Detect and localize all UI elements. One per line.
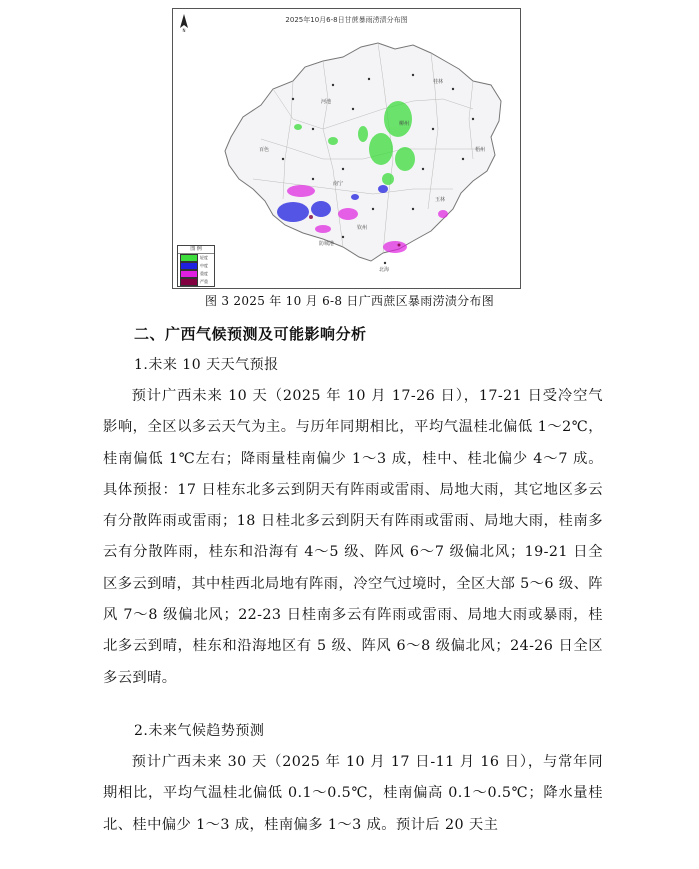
map-label: 桂林 xyxy=(433,79,444,85)
legend-swatch xyxy=(180,262,198,270)
map-label: 南宁 xyxy=(333,181,344,187)
guangxi-map xyxy=(173,9,520,288)
legend-item xyxy=(178,262,214,270)
map-title: 2025年10月6-8日甘蔗暴雨涝渍分布图 xyxy=(285,16,408,24)
legend-label: 严重 xyxy=(200,279,208,284)
subsection-heading-forecast: 1.未来 10 天天气预报 xyxy=(134,357,279,373)
legend-label: 中度 xyxy=(200,263,208,268)
section-heading: 二、广西气候预测及可能影响分析 xyxy=(134,325,367,343)
map-label: 百色 xyxy=(259,147,270,153)
map-figure xyxy=(172,8,521,289)
legend-item xyxy=(178,270,214,278)
map-label: 河池 xyxy=(321,99,332,105)
subsection-heading-climate-trend: 2.未来气候趋势预测 xyxy=(134,723,265,739)
legend-swatch xyxy=(180,278,198,286)
legend-swatch xyxy=(180,270,198,278)
map-label: 梧州 xyxy=(475,147,486,153)
paragraph-climate-trend: 预计广西未来 30 天（2025 年 10 月 17 日-11 月 16 日），与常年同期相比，平均气温桂北偏低 0.1～0.5℃，桂南偏高 0.1～0.5℃；降水量桂北、桂中偏少 1～3 成，桂南偏多 1～3 成。预计后 20 天主 xyxy=(103,754,603,833)
legend-title: 图 例 xyxy=(178,246,214,254)
legend-swatch xyxy=(180,254,198,262)
map-label: 北海 xyxy=(379,267,390,273)
map-label: 玉林 xyxy=(435,197,446,203)
figure-caption: 图 3 2025 年 10 月 6-8 日广西蔗区暴雨涝渍分布图 xyxy=(204,294,495,308)
legend-label: 轻度 xyxy=(200,255,208,260)
svg-text:N: N xyxy=(182,28,186,32)
map-label: 防城港 xyxy=(319,241,335,247)
paragraph-10day-forecast: 预计广西未来 10 天（2025 年 10 月 17-26 日），17-21 日受冷空气影响，全区以多云天气为主。与历年同期相比，平均气温桂北偏低 1～2℃，桂南偏低 1℃左右；降雨量桂南偏少 1～3 成，桂中、桂北偏少 4～7 成。具体预报：17 日桂东北多云到阴天有阵雨或雷雨、局地大雨，其它地区多云有分散阵雨或雷雨；18 日桂北多云到阴天有阵雨或雷雨、局地大雨，桂南多云有分散阵雨，桂东和沿海有 4～5 级、阵风 6～7 级偏北风；19-21 日全区多云到晴，其中桂西北局地有阵雨，冷空气过境时，全区大部 5～6 级、阵风 7～8 级偏北风；22-23 日桂南多云有阵雨或雷雨、局地大雨或暴雨，桂北多云到晴，桂东和沿海地区有 5 级、阵风 6～8 级偏北风；24-26 日全区多云到晴。 xyxy=(103,388,603,686)
map-legend xyxy=(177,245,215,287)
legend-item xyxy=(178,278,214,286)
legend-label: 重度 xyxy=(200,271,208,276)
map-label: 柳州 xyxy=(399,121,410,127)
legend-item xyxy=(178,254,214,262)
map-label: 钦州 xyxy=(357,225,368,231)
